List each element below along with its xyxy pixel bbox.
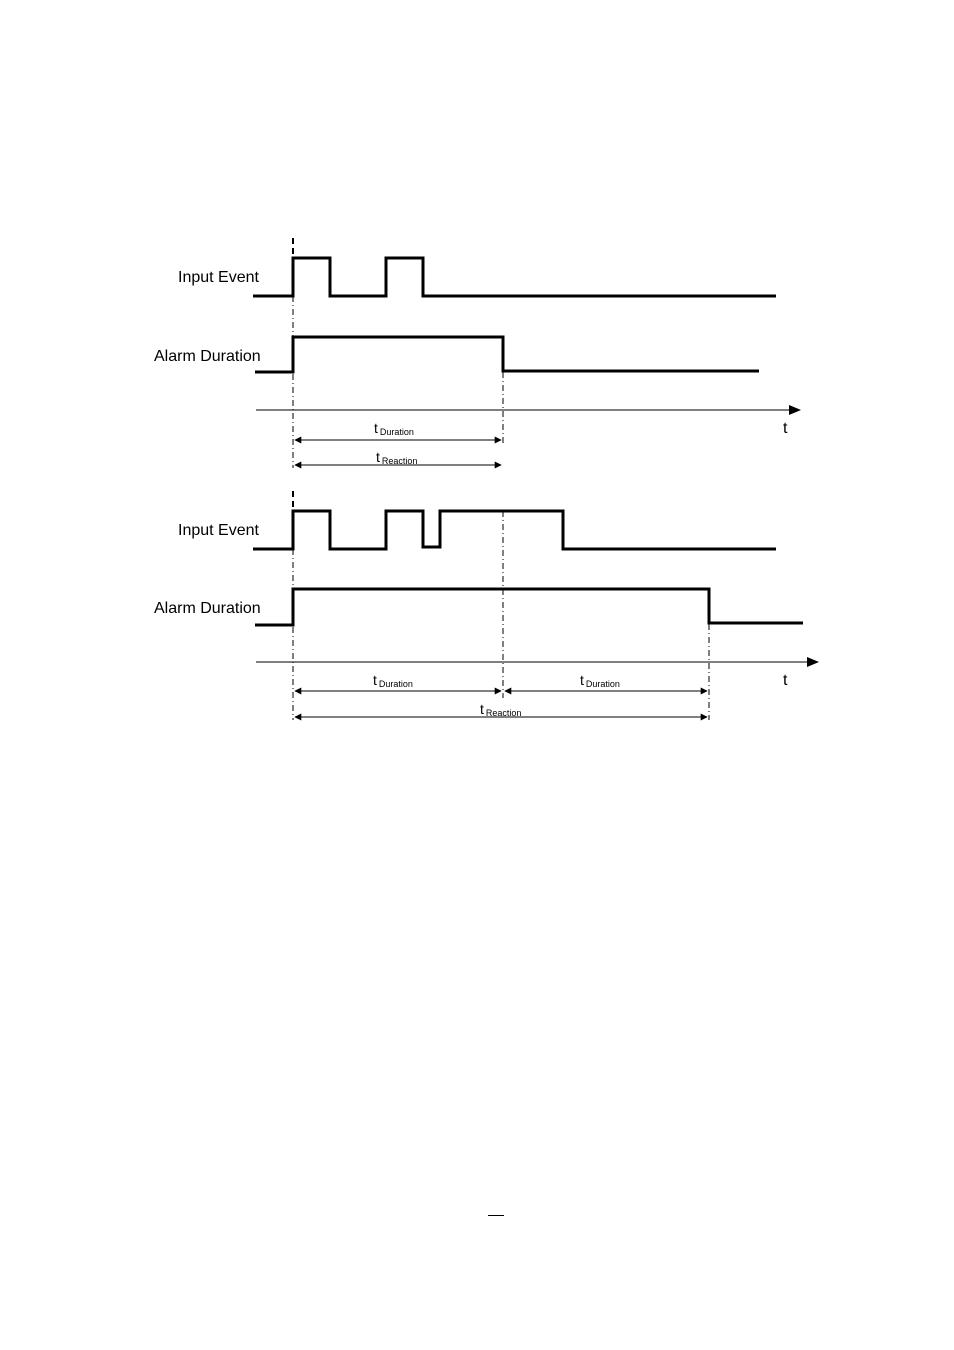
reaction-span-label: t Reaction bbox=[480, 701, 522, 718]
duration-span-label-2: t Duration bbox=[580, 672, 620, 689]
input-event-label: Input Event bbox=[178, 522, 259, 539]
alarm-duration-label: Alarm Duration bbox=[154, 600, 261, 617]
diagram-1 bbox=[154, 238, 800, 468]
time-axis-label: t bbox=[783, 420, 788, 437]
page-footer-rule bbox=[488, 1215, 504, 1216]
duration-span-label: t Duration bbox=[374, 420, 414, 437]
alarm-duration-signal bbox=[255, 589, 803, 625]
input-event-signal bbox=[253, 511, 776, 549]
reaction-span-label: t Reaction bbox=[376, 449, 418, 466]
input-event-label: Input Event bbox=[178, 269, 259, 286]
alarm-duration-label: Alarm Duration bbox=[154, 348, 261, 365]
input-event-signal bbox=[253, 258, 776, 296]
alarm-duration-signal bbox=[255, 337, 759, 372]
diagram-2 bbox=[154, 491, 818, 720]
time-axis-label: t bbox=[783, 672, 788, 689]
duration-span-label: t Duration bbox=[373, 672, 413, 689]
